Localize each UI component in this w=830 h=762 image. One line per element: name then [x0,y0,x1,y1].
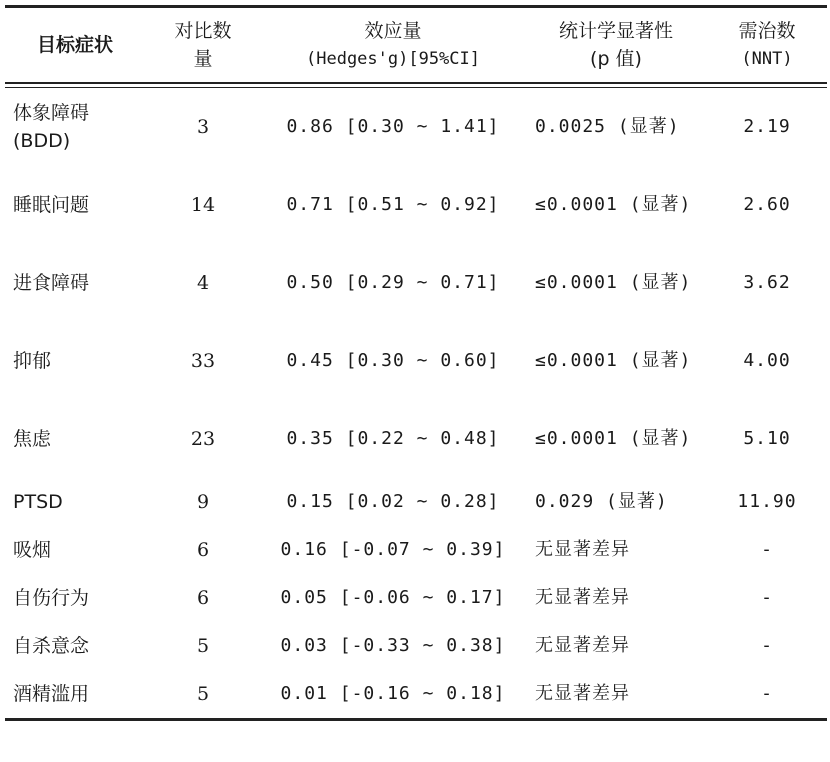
comparison-count-cell [145,88,261,166]
table-row [5,670,827,718]
effect-size-cell-text: 0.45 [0.30 ~ 0.60] [286,350,500,371]
effect-size-cell-text: 0.15 [0.02 ~ 0.28] [286,491,500,512]
table-row [5,88,827,166]
significance-cell-text: ≤0.0001 (显著) [535,350,692,371]
table-row [5,400,827,478]
header-symptom-label: 目标症状 [36,34,113,56]
table-row [5,574,827,622]
effect-size-cell [261,526,525,574]
effect-size-cell-text: 0.16 [-0.07 ~ 0.39] [280,539,506,560]
nnt-cell-text: 11.90 [737,491,797,512]
header-nnt [707,8,827,82]
comparison-count-cell-text: 6 [196,539,210,561]
nnt-cell [707,244,827,322]
effect-size-cell [261,400,525,478]
header-symptom [5,8,145,82]
significance-cell-text: 无显著差异 [535,683,630,704]
bottom-rule [5,718,827,721]
nnt-cell [707,166,827,244]
effect-size-cell-text: 0.03 [-0.33 ~ 0.38] [280,635,506,656]
significance-cell-text: 0.0025 (显著) [535,116,680,137]
comparison-count-cell-text: 5 [196,635,210,657]
comparison-count-cell-text: 3 [196,116,210,138]
comparison-count-cell-text: 4 [196,272,210,294]
significance-cell [525,670,707,718]
symptom-cell [5,322,145,400]
symptom-cell-text: 自杀意念 [13,635,90,657]
comparison-count-cell-text: 5 [196,683,210,705]
symptom-cell [5,88,145,166]
significance-cell [525,478,707,526]
nnt-cell-text: 3.62 [743,272,791,293]
table-row [5,526,827,574]
comparison-count-cell-text: 6 [196,587,210,609]
comparison-count-cell [145,322,261,400]
nnt-cell [707,88,827,166]
significance-cell [525,166,707,244]
significance-cell [525,88,707,166]
nnt-cell [707,574,827,622]
symptom-cell [5,574,145,622]
significance-cell [525,322,707,400]
nnt-cell [707,322,827,400]
comparison-count-cell-text: 33 [190,350,216,372]
comparison-count-cell [145,244,261,322]
effect-size-cell [261,322,525,400]
table-header [5,8,827,82]
comparison-count-cell-text: 23 [190,428,216,450]
symptom-cell-text: PTSD [13,491,63,513]
significance-cell-text: ≤0.0001 (显著) [535,272,692,293]
table-row [5,322,827,400]
comparison-count-cell [145,166,261,244]
effect-size-cell [261,166,525,244]
significance-cell [525,244,707,322]
header-count [145,8,261,82]
symptom-cell-text: 自伤行为 [13,587,90,609]
significance-cell-text: 无显著差异 [535,587,630,608]
header-nnt-line2: (NNT) [741,49,793,69]
nnt-cell-text: 4.00 [743,350,791,371]
header-count-line2: 量 [193,48,213,70]
nnt-cell [707,622,827,670]
symptom-cell [5,244,145,322]
header-nnt-line1: 需治数 [738,20,796,42]
symptom-cell [5,400,145,478]
effect-size-cell-text: 0.86 [0.30 ~ 1.41] [286,116,500,137]
table-row [5,478,827,526]
header-significance [525,8,707,82]
nnt-cell-text: - [761,587,773,608]
symptom-cell-text: 吸烟 [13,539,52,561]
nnt-cell-text: 2.19 [743,116,791,137]
symptom-cell-text: 焦虑 [13,428,52,450]
effect-size-cell [261,478,525,526]
effect-size-cell [261,244,525,322]
symptom-cell-text: 睡眠问题 [13,194,90,216]
comparison-count-cell [145,526,261,574]
symptom-cell [5,526,145,574]
nnt-cell-text: 2.60 [743,194,791,215]
effect-size-cell [261,670,525,718]
table-body [5,88,827,718]
effect-size-cell [261,622,525,670]
significance-cell-text: 无显著差异 [535,539,630,560]
comparison-count-cell [145,670,261,718]
comparison-count-cell [145,478,261,526]
comparison-count-cell-text: 14 [190,194,216,216]
header-effect-line1: 效应量 [364,20,422,42]
nnt-cell [707,670,827,718]
significance-cell [525,526,707,574]
comparison-count-cell-text: 9 [196,491,210,513]
effect-size-cell-text: 0.50 [0.29 ~ 0.71] [286,272,500,293]
table-row [5,244,827,322]
effect-size-cell-text: 0.71 [0.51 ~ 0.92] [286,194,500,215]
table-row [5,166,827,244]
significance-cell [525,574,707,622]
symptom-cell-text: 体象障碍(BDD) [13,102,90,152]
header-count-line1: 对比数 [174,20,232,42]
effect-size-cell [261,574,525,622]
nnt-cell-text: 5.10 [743,428,791,449]
effect-size-cell-text: 0.05 [-0.06 ~ 0.17] [280,587,506,608]
symptom-cell [5,622,145,670]
comparison-count-cell [145,622,261,670]
header-effect-line2: (Hedges'g)[95%CI] [306,49,480,69]
nnt-cell [707,526,827,574]
symptom-cell [5,166,145,244]
results-table [5,5,827,721]
significance-cell [525,400,707,478]
comparison-count-cell [145,400,261,478]
effect-size-cell-text: 0.35 [0.22 ~ 0.48] [286,428,500,449]
header-significance-line2: (p 值) [590,48,642,70]
significance-cell-text: 无显著差异 [535,635,630,656]
significance-cell-text: ≤0.0001 (显著) [535,194,692,215]
effect-size-cell-text: 0.01 [-0.16 ~ 0.18] [280,683,506,704]
nnt-cell-text: - [761,683,773,704]
symptom-cell-text: 抑郁 [13,350,52,372]
nnt-cell [707,478,827,526]
symptom-cell [5,670,145,718]
significance-cell [525,622,707,670]
significance-cell-text: 0.029 (显著) [535,491,668,512]
symptom-cell-text: 酒精滥用 [13,683,90,705]
header-effect-size [261,8,525,82]
symptom-cell [5,478,145,526]
significance-cell-text: ≤0.0001 (显著) [535,428,692,449]
effect-size-cell [261,88,525,166]
nnt-cell-text: - [761,539,773,560]
nnt-cell [707,400,827,478]
table-row [5,622,827,670]
header-significance-line1: 统计学显著性 [558,20,673,42]
symptom-cell-text: 进食障碍 [13,272,90,294]
nnt-cell-text: - [761,635,773,656]
comparison-count-cell [145,574,261,622]
